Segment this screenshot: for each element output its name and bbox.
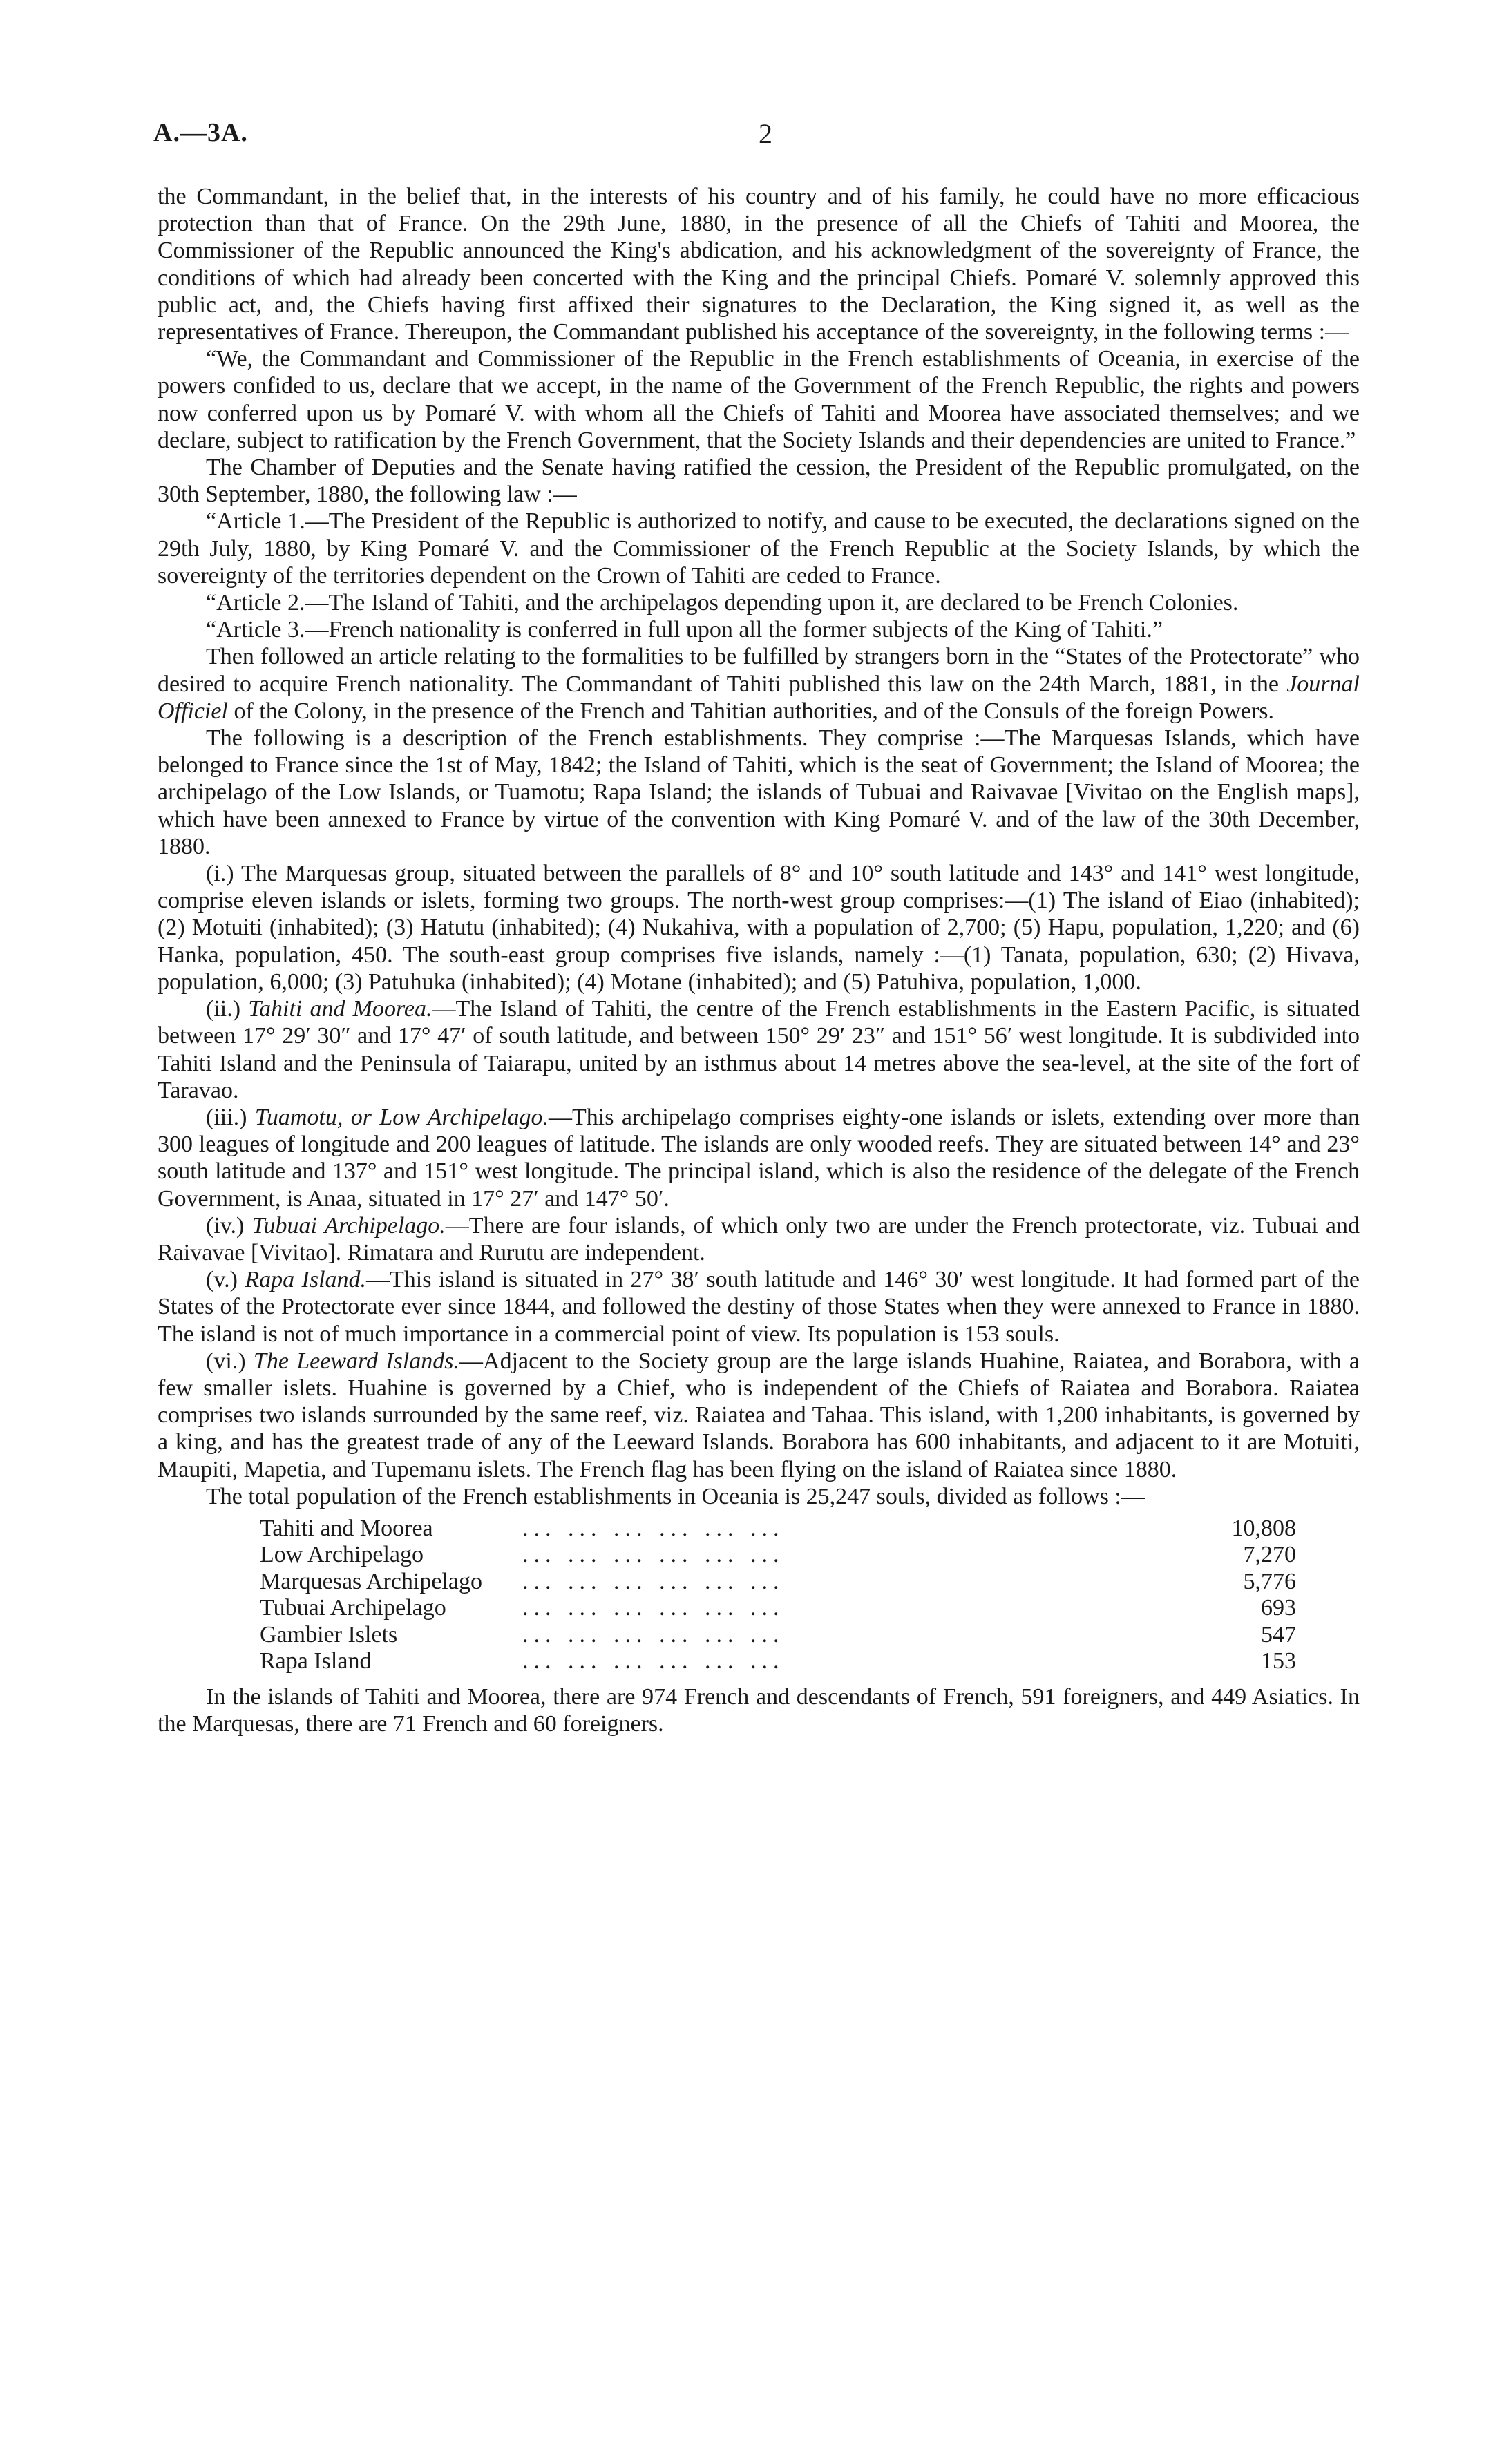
paragraph: The Chamber of Deputies and the Senate having ratified the cession, the President of the Republic promulgated, on the 30th September, 1880, the following law :— [158, 455, 1360, 508]
leader-dots: ... ... ... ... ... ... [522, 1542, 785, 1568]
paragraph-text: —This island is situated in 27° 38′ south latitude and 146° 30′ west longitude. It had formed part of the States of the Protectorate ever since 1844, and followed the destiny of those States when they were annexed to France in 1880. The island is not of much importance in a commercial point of view. Its population is 153 souls. [158, 1267, 1360, 1347]
italic-title: Journal Officiel [158, 671, 1360, 724]
leader-dots: ... ... ... ... ... ... [522, 1595, 785, 1621]
section-number: (iv.) [206, 1212, 245, 1239]
table-row [260, 1622, 1296, 1649]
paragraph: In the islands of Tahiti and Moorea, there are 974 French and descendants of French, 591 foreigners, and 449 Asiatics. In the Marquesas, there are 71 French and 60 foreigners. [158, 1683, 1360, 1737]
island-name: Rapa Island [260, 1648, 372, 1674]
paragraph [158, 1104, 1360, 1212]
leader-dots: ... ... ... ... ... ... [522, 1568, 785, 1594]
paragraph [158, 1266, 1360, 1348]
leader-dots: ... ... ... ... ... ... [522, 1621, 785, 1648]
population-value: 693 [1261, 1595, 1296, 1621]
section-title: Rapa Island. [245, 1267, 367, 1293]
paragraph: The total population of the French establishments in Oceania is 25,247 souls, divided as follows :— [206, 1483, 1145, 1509]
section-title: The Leeward Islands. [253, 1348, 460, 1374]
section-number: (ii.) [206, 996, 241, 1022]
paragraph: “Article 3.—French nationality is conferred in full upon all the former subjects of the King of Tahiti.” [206, 617, 1163, 643]
island-name: Gambier Islets [260, 1621, 398, 1648]
island-name: Tubuai Archipelago [260, 1595, 446, 1621]
paragraph-text: —This archipelago comprises eighty-one islands or islets, extending over more than 300 leagues of longitude and 200 leagues of latitude. The islands are only wooded reefs. They are situated between 14° and 23° south latitude and 137° and 151° west longitude. The principal island, which is also the residence of the delegate of the French Government, is Anaa, situated in 17° 27′ and 147° 50′. [158, 1104, 1360, 1212]
island-name: Marquesas Archipelago [260, 1568, 482, 1594]
section-number: (vi.) [206, 1348, 246, 1374]
island-name: Low Archipelago [260, 1542, 424, 1568]
section-title: Tubuai Archipelago. [251, 1212, 446, 1239]
page-header [153, 117, 1360, 159]
table-row [260, 1569, 1296, 1596]
population-table [260, 1516, 1296, 1675]
paragraph: “We, the Commandant and Commissioner of the Republic in the French establishments of Oceania, in exercise of the powers confided to us, declare that we accept, in the name of the Government of the French Republic, the rights and powers now conferred upon us by Pomaré V. with whom all the Chiefs of Tahiti and Moorea have associated themselves; and we declare, subject to ratification by the French Government, that the Society Islands and their dependencies are united to France.” [158, 346, 1360, 453]
paragraph: “Article 1.—The President of the Republic is authorized to notify, and cause to be executed, the declarations signed on the 29th July, 1880, by King Pomaré V. and the Commissioner of the French Republic at the Society Islands, by which the sovereignty of the territories dependent on the Crown of Tahiti are ceded to France. [158, 508, 1360, 589]
document-body [158, 183, 1360, 1737]
population-value: 7,270 [1243, 1542, 1296, 1568]
paragraph: (i.) The Marquesas group, situated between the parallels of 8° and 10° south latitude and 143° and 141° west longitude, comprise eleven islands or islets, forming two groups. The north-west group comprises:—(1) The island of Eiao (inhabited); (2) Motuiti (inhabited); (3) Hatutu (inhabited); (4) Nukahiva, with a population of 2,700; (5) Hapu, population, 1,220; and (6) Hanka, population, 450. The south-east group comprises five islands, namely :—(1) Tanata, population, 630; (2) Hivava, population, 6,000; (3) Patuhuka (inhabited); (4) Motane (inhabited); and (5) Patuhiva, population, 1,000. [158, 861, 1360, 995]
leader-dots: ... ... ... ... ... ... [522, 1648, 785, 1674]
table-row [260, 1516, 1296, 1543]
paragraph: the Commandant, in the belief that, in the interests of his country and of his family, he could have no more efficacious protection than that of France. On the 29th June, 1880, in the presence of all the Chiefs of Tahiti and Moorea, the Commissioner of the Republic announced the King's abdication, and his acknowledgment of the sovereignty of France, the conditions of which had already been concerted with the King and the principal Chiefs. Pomaré V. solemnly approved this public act, and, the Chiefs having first affixed their signatures to the Declaration, the King signed it, as well as the representatives of France. Thereupon, the Commandant published his acceptance of the sovereignty, in the following terms :— [158, 184, 1360, 345]
population-value: 10,808 [1231, 1515, 1296, 1541]
paragraph-text: —There are four islands, of which only two are under the French protectorate, viz. Tubuai and Raivavae [Vivitao]. Rimatara and Rurutu are independent. [158, 1212, 1360, 1266]
table-row [260, 1542, 1296, 1569]
paragraph: “Article 2.—The Island of Tahiti, and the archipelagos depending upon it, are declared to be French Colonies. [206, 590, 1239, 616]
population-value: 547 [1261, 1621, 1296, 1648]
paragraph [158, 1212, 1360, 1266]
paragraph-text: —Adjacent to the Society group are the large islands Huahine, Raiatea, and Borabora, with a few smaller islets. Huahine is governed by a Chief, who is independent of the Chiefs of Raiatea and Borabora. Raiatea comprises two islands surrounded by the same reef, viz. Raiatea and Tahaa. This island, with 1,200 inhabitants, is governed by a king, and has the greatest trade of any of the Leeward Islands. Borabora has 600 inhabitants, and adjacent to it are Motuiti, Maupiti, Mapetia, and Tupemanu islets. The French flag has been flying on the island of Raiatea since 1880. [158, 1348, 1360, 1482]
section-number: (iii.) [206, 1104, 247, 1130]
page-number: 2 [759, 118, 772, 149]
section-title: Tuamotu, or Low Archipelago. [254, 1104, 549, 1130]
island-name: Tahiti and Moorea [260, 1515, 433, 1541]
population-value: 5,776 [1243, 1568, 1296, 1594]
paragraph-text: Then followed an article relating to the formalities to be fulfilled by strangers born in the “States of the Protectorate” who desired to acquire French nationality. The Commandant of Tahiti published this law on the 24th March, 1881, in the [158, 644, 1360, 697]
paragraph [158, 995, 1360, 1104]
paragraph: The following is a description of the French establishments. They comprise :—The Marquesas Islands, which have belonged to France since the 1st of May, 1842; the Island of Tahiti, which is the seat of Government; the Island of Moorea; the archipelago of the Low Islands, or Tuamotu; Rapa Island; the islands of Tubuai and Raivavae [Vivitao on the English maps], which have been annexed to France by virtue of the convention with King Pomaré V. and of the law of the 30th December, 1880. [158, 725, 1360, 859]
paragraph [158, 643, 1360, 725]
paragraph [158, 1348, 1360, 1483]
table-row [260, 1595, 1296, 1622]
table-row [260, 1648, 1296, 1675]
paragraph-text: —The Island of Tahiti, the centre of the French establishments in the Eastern Pacific, is situated between 17° 29′ 30″ and 17° 47′ of south latitude, and between 150° 29′ 23″ and 151° 56′ west longitude. It is subdivided into Tahiti Island and the Peninsula of Taiarapu, united by an isthmus about 14 metres above the sea-level, at the site of the fort of Taravao. [158, 996, 1360, 1103]
leader-dots: ... ... ... ... ... ... [522, 1515, 785, 1541]
paragraph-text: of the Colony, in the presence of the French and Tahitian authorities, and of the Consuls of the foreign Powers. [234, 698, 1275, 724]
section-number: (v.) [206, 1267, 238, 1293]
document-reference: A.—3A. [153, 118, 248, 147]
section-title: Tahiti and Moorea. [248, 996, 432, 1022]
population-value: 153 [1261, 1648, 1296, 1674]
